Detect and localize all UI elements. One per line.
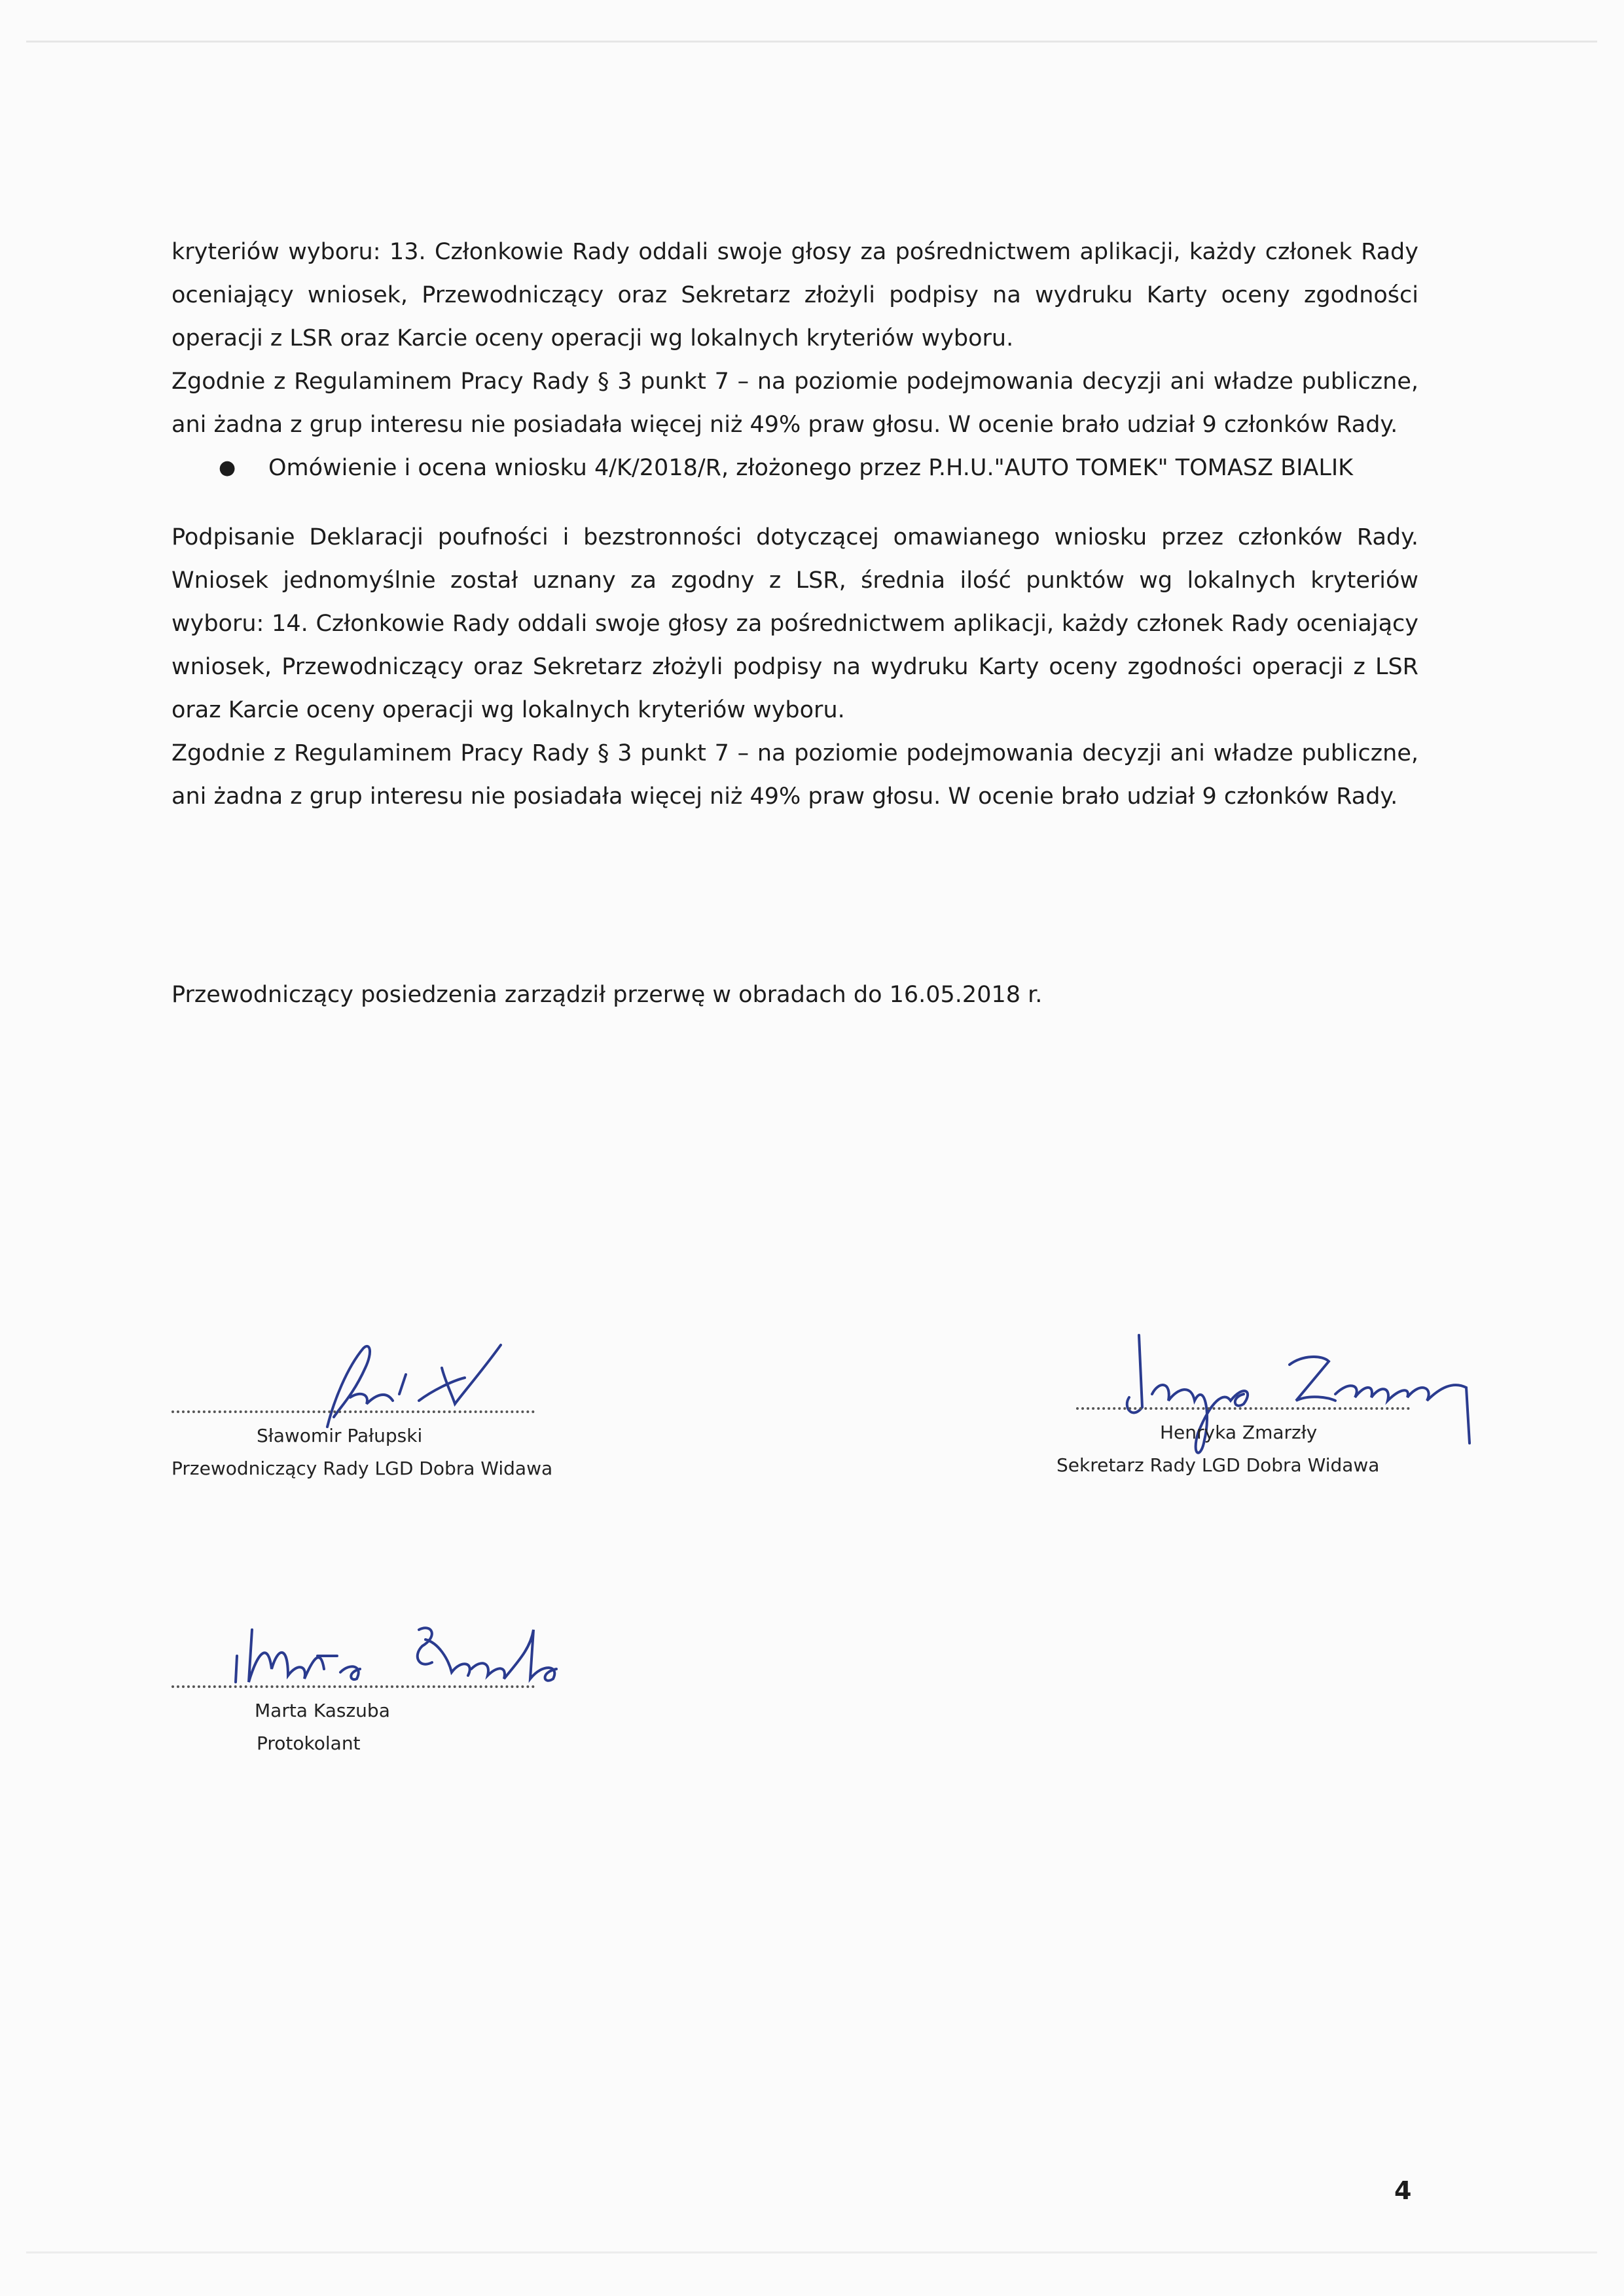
paragraph-regulation-2: Zgodnie z Regulaminem Pracy Rady § 3 punkt 7 – na poziomie podejmowania decyzji ani władze publiczne, ani żadna z grup interesu nie posiadała więcej niż 49% praw głosu. W ocenie brało udział 9 członków Rady.	[171, 740, 1418, 810]
agenda-bullet-item	[171, 446, 1418, 490]
signatory-name: Marta Kaszuba	[255, 1700, 390, 1721]
signature-block-chairman	[171, 1410, 553, 1485]
paragraph-voting-13: kryteriów wyboru: 13. Członkowie Rady oddali swoje głosy za pośrednictwem aplikacji, każdy członek Rady oceniający wniosek, Przewodniczący oraz Sekretarz złożyli podpisy na wydruku Karty oceny zgodności operacji z LSR oraz Karcie oceny operacji wg lokalnych kryteriów wyboru.	[171, 239, 1418, 351]
page-number: 4	[1394, 2176, 1412, 2205]
signatory-role: Sekretarz Rady LGD Dobra Widawa	[1056, 1454, 1380, 1476]
signature-block-recorder	[171, 1685, 538, 1760]
signatory-name: Sławomir Pałupski	[257, 1425, 423, 1446]
signature-block-secretary	[1056, 1407, 1449, 1482]
signatory-role: Protokolant	[257, 1732, 361, 1754]
signatory-name: Henryka Zmarzły	[1160, 1422, 1318, 1443]
paragraph-regulation-1: Zgodnie z Regulaminem Pracy Rady § 3 punkt 7 – na poziomie podejmowania decyzji ani władze publiczne, ani żadna z grup interesu nie posiadała więcej niż 49% praw głosu. W ocenie brało udział 9 członków Rady.	[171, 368, 1418, 438]
closing-statement: Przewodniczący posiedzenia zarządził przerwę w obradach do 16.05.2018 r.	[171, 982, 1043, 1008]
paragraph-evaluation-14: Podpisanie Deklaracji poufności i bezstronności dotyczącej omawianego wniosku przez członków Rady. Wniosek jednomyślnie został uznany za zgodny z LSR, średnia ilość punktów wg lokalnych kryteriów wyboru: 14. Członkowie Rady oddali swoje głosy za pośrednictwem aplikacji, każdy członek Rady oceniający wniosek, Przewodniczący oraz Sekretarz złożyli podpisy na wydruku Karty oceny zgodności operacji z LSR oraz Karcie oceny operacji wg lokalnych kryteriów wyboru.	[171, 524, 1418, 723]
signature-line	[1076, 1407, 1410, 1410]
scan-edge-top	[26, 41, 1597, 43]
signature-line	[171, 1685, 535, 1688]
signatory-role: Przewodniczący Rady LGD Dobra Widawa	[171, 1458, 553, 1479]
agenda-bullet-text: Omówienie i ocena wniosku 4/K/2018/R, złożonego przez P.H.U."AUTO TOMEK" TOMASZ BIALIK	[268, 455, 1354, 481]
protocol-body	[171, 230, 1418, 818]
bullet-dot-icon: ●	[219, 456, 236, 479]
scan-edge-bottom	[26, 2251, 1597, 2253]
signature-line	[171, 1410, 535, 1413]
